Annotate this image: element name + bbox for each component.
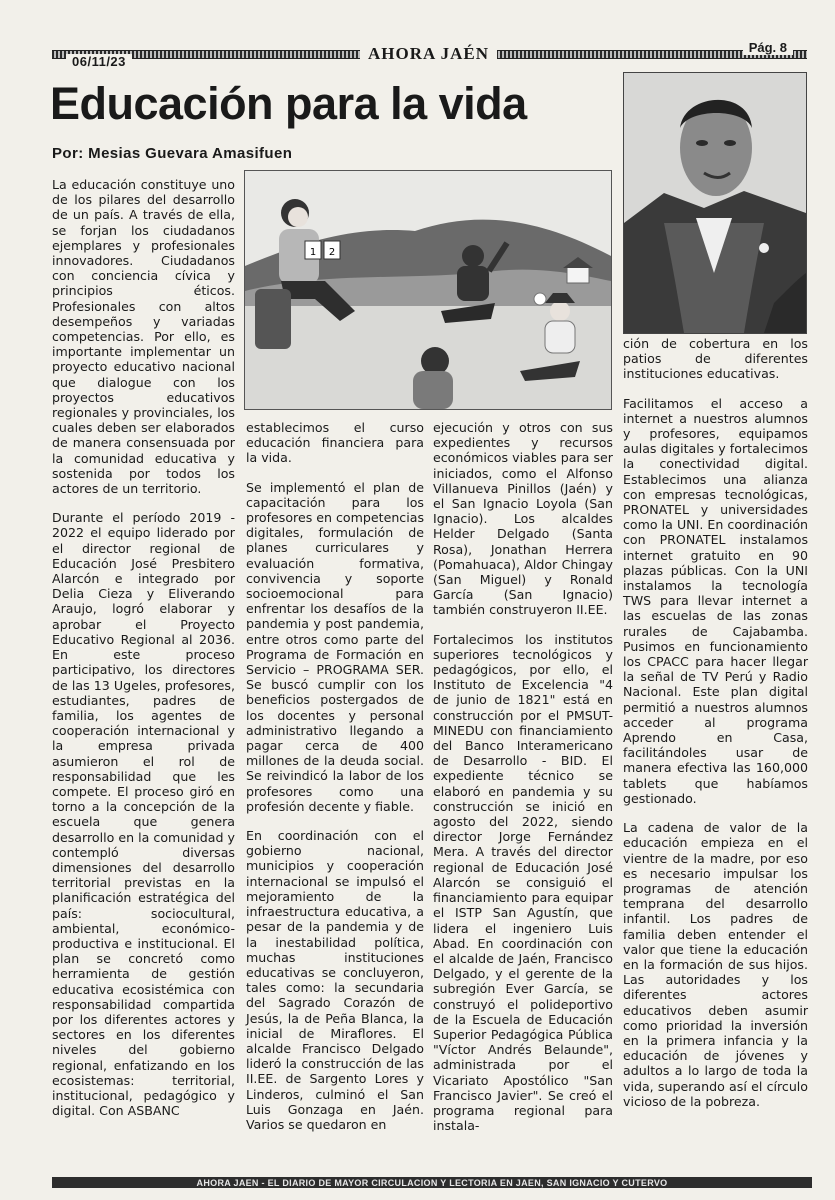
page-footer (52, 1172, 812, 1194)
article-illustration (244, 170, 612, 410)
article-column-4 (623, 336, 808, 1123)
article-column-3 (433, 420, 613, 1147)
card-1-text: 1 (309, 247, 317, 258)
col2-paragraph-2: Se implementó el plan de capacitación para los profesores en competencias digitales, formulación de planes curriculares y evaluación formativa, convivencia y soporte socioemocional para enfrentar los desafíos de la pandemia y post pandemia, entre otros como parte del Programa de Formación en Servicio – PROGRAMA SER. Se buscó cumplir con los beneficios postergados de los docentes y personal administrativo llegando a pagar cerca de 400 millones de la deuda social. Se reivindicó la labor de los profesores como una profesión decente y fiable. (246, 479, 425, 814)
col2-paragraph-1: establecimos el curso educación financiera para la vida. (246, 420, 424, 466)
col4-paragraph-3: La cadena de valor de la educación empieza en el vientre de la madre, por eso es necesario impulsar los programas de atención temprana del desarrollo infantil. Los padres de familia deben entender el valor que tiene la educación en la formación de sus hijos. Las autoridades y los diferentes actores educativos deben asumir como prioridad la inversión en la primera infancia y la educación de jóvenes y adultos a lo largo de toda la vida, superando así el círculo vicioso de la pobreza. (623, 820, 808, 1109)
col1-paragraph-2: Durante el período 2019 - 2022 el equipo liderado por el director regional de Educación José Presbitero Alarcón e integrado por Delia Cieza y Eliverando Araujo, logró elaborar y aprobar el Proyecto Educativo Regional al 2036. En este proceso participativo, los directores de las 13 Ugeles, profesores, estudiantes, padres de familia, los agentes de cooperación internacional y la empresa privada asumieron el rol de responsabilidad que les compete. El proceso giró en torno a la concepción de la escuela que genera desarrollo en la comunidad y contempló diversas dimensiones del desarrollo territorial previstas en la planificación estratégica del país: sociocultural, ambiental, económico-productiva e institucional. El plan se concretó como herramienta de gestión educativa ecosistémica con responsabilidad compartida por los diferentes actores y sectores en los diferentes niveles del gobierno regional, enfatizando en los ecosistemas: territorial, institucional, pedagógico y digital. Con ASBANC (52, 510, 235, 1119)
article-byline: Por: Mesias Guevara Amasifuen (52, 145, 293, 162)
author-portrait (624, 73, 806, 333)
article-column-1 (52, 177, 235, 1132)
page-number: Pág. 8 (743, 40, 793, 55)
masthead: AHORA JAÉN (360, 44, 497, 64)
footer-tagline: AHORA JAEN - EL DIARIO DE MAYOR CIRCULACION Y LECTORIA EN JAEN, SAN IGNACIO Y CUTERVO (196, 1178, 668, 1188)
card-2-text: 2 (328, 247, 336, 258)
article-column-2 (246, 420, 424, 1146)
col2-paragraph-3: En coordinación con el gobierno nacional, municipios y cooperación internacional se impulsó el mejoramiento de la infraestructura educativa, a pesar de la pandemia y de la inestabilidad política, muchas instituciones educativas se concluyeron, tales como: la secundaria del Sagrado Corazón de Jesús, la de Peña Blanca, la inicial de Miraflores. El alcalde Francisco Delgado lideró la construcción de las II.EE. de Sargento Lores y Linderos, culminó el San Luis Gonzaga en Jaén. Varios se quedaron en (246, 828, 424, 1132)
col3-paragraph-2: Fortalecimos los institutos superiores tecnológicos y pedagógicos, por ello, el Instituto de Excelencia "4 de junio de 1821" está en construcción por el PMSUT-MINEDU con financiamiento del Banco Interamericano de Desarrollo - BID. El expediente técnico se elaboró en pandemia y su construcción se inició en agosto del 2022, siendo director Jorge Fernández Mera. A través del director regional de Educación José Alarcón se consiguió el financiamiento para equipar el ISTP San Agustín, que lidera el ingeniero Luis Abad. En coordinación con el alcalde de Jaén, Francisco Delgado, y el gerente de la subregión Ever García, se construyó el polideportivo de la Escuela de Educación Superior Pedagógica Pública "Víctor Andrés Belaunde", administrada por el Vicariato Apostólico "San Francisco Javier". Se creó el programa regional para instala- (433, 631, 613, 1134)
col4-paragraph-1: ción de cobertura en los patios de diferentes instituciones educativas. (623, 336, 808, 382)
page-header (52, 40, 807, 68)
col4-paragraph-2: Facilitamos el acceso a internet a nuestros alumnos y profesores, equipamos aulas digitales y fortalecimos la conectividad digital. Establecimos una alianza con empresas tecnológicas, PRONATEL y universidades como la UNI. En coordinación con PRONATEL instalamos internet gratuito en 90 plazas públicas. Con la UNI instalamos la tecnología TWS para llevar internet a las escuelas de las zonas rurales de Cajabamba. Pusimos en funcionamiento los CPACC para hacer llegar la señal de TV Perú y Radio Nacional. Este plan digital permitió a nuestros alumnos acceder al programa Aprendo en Casa, facilitándoles usar de manera efectiva las 160,000 tablets que habíamos gestionado. (623, 395, 808, 806)
article-title: Educación para la vida (50, 78, 527, 129)
issue-date: 06/11/23 (66, 54, 132, 69)
col3-paragraph-1: ejecución y otros con sus expedientes y recursos económicos viables para ser iniciados, como el Alfonso Villanueva Pinillos (Jaén) y el San Ignacio Loyola (San Ignacio). Los alcaldes Helder Delgado (Santa Rosa), Jonathan Herrera (Pomahuaca), Aldor Chingay (San Miguel) y Ronald García (San Ignacio) también construyeron II.EE. (433, 420, 613, 618)
col1-paragraph-1: La educación constituye uno de los pilares del desarrollo de un país. A través de ella, se forjan los ciudadanos ejemplares y profesionales innovadores. Ciudadanos con conciencia cívica y principios éticos. Profesionales con altos desempeños y variadas competencias. Por ello, es importante implementar un proyecto educativo nacional que dialogue con los proyectos educativos regionales y provinciales, los cuales deben ser elaborados de manera consensuada por la comunidad educativa y sostenida por todos los actores de un territorio. (52, 177, 235, 497)
illustration-drawing (245, 171, 611, 409)
author-photo (623, 72, 807, 334)
